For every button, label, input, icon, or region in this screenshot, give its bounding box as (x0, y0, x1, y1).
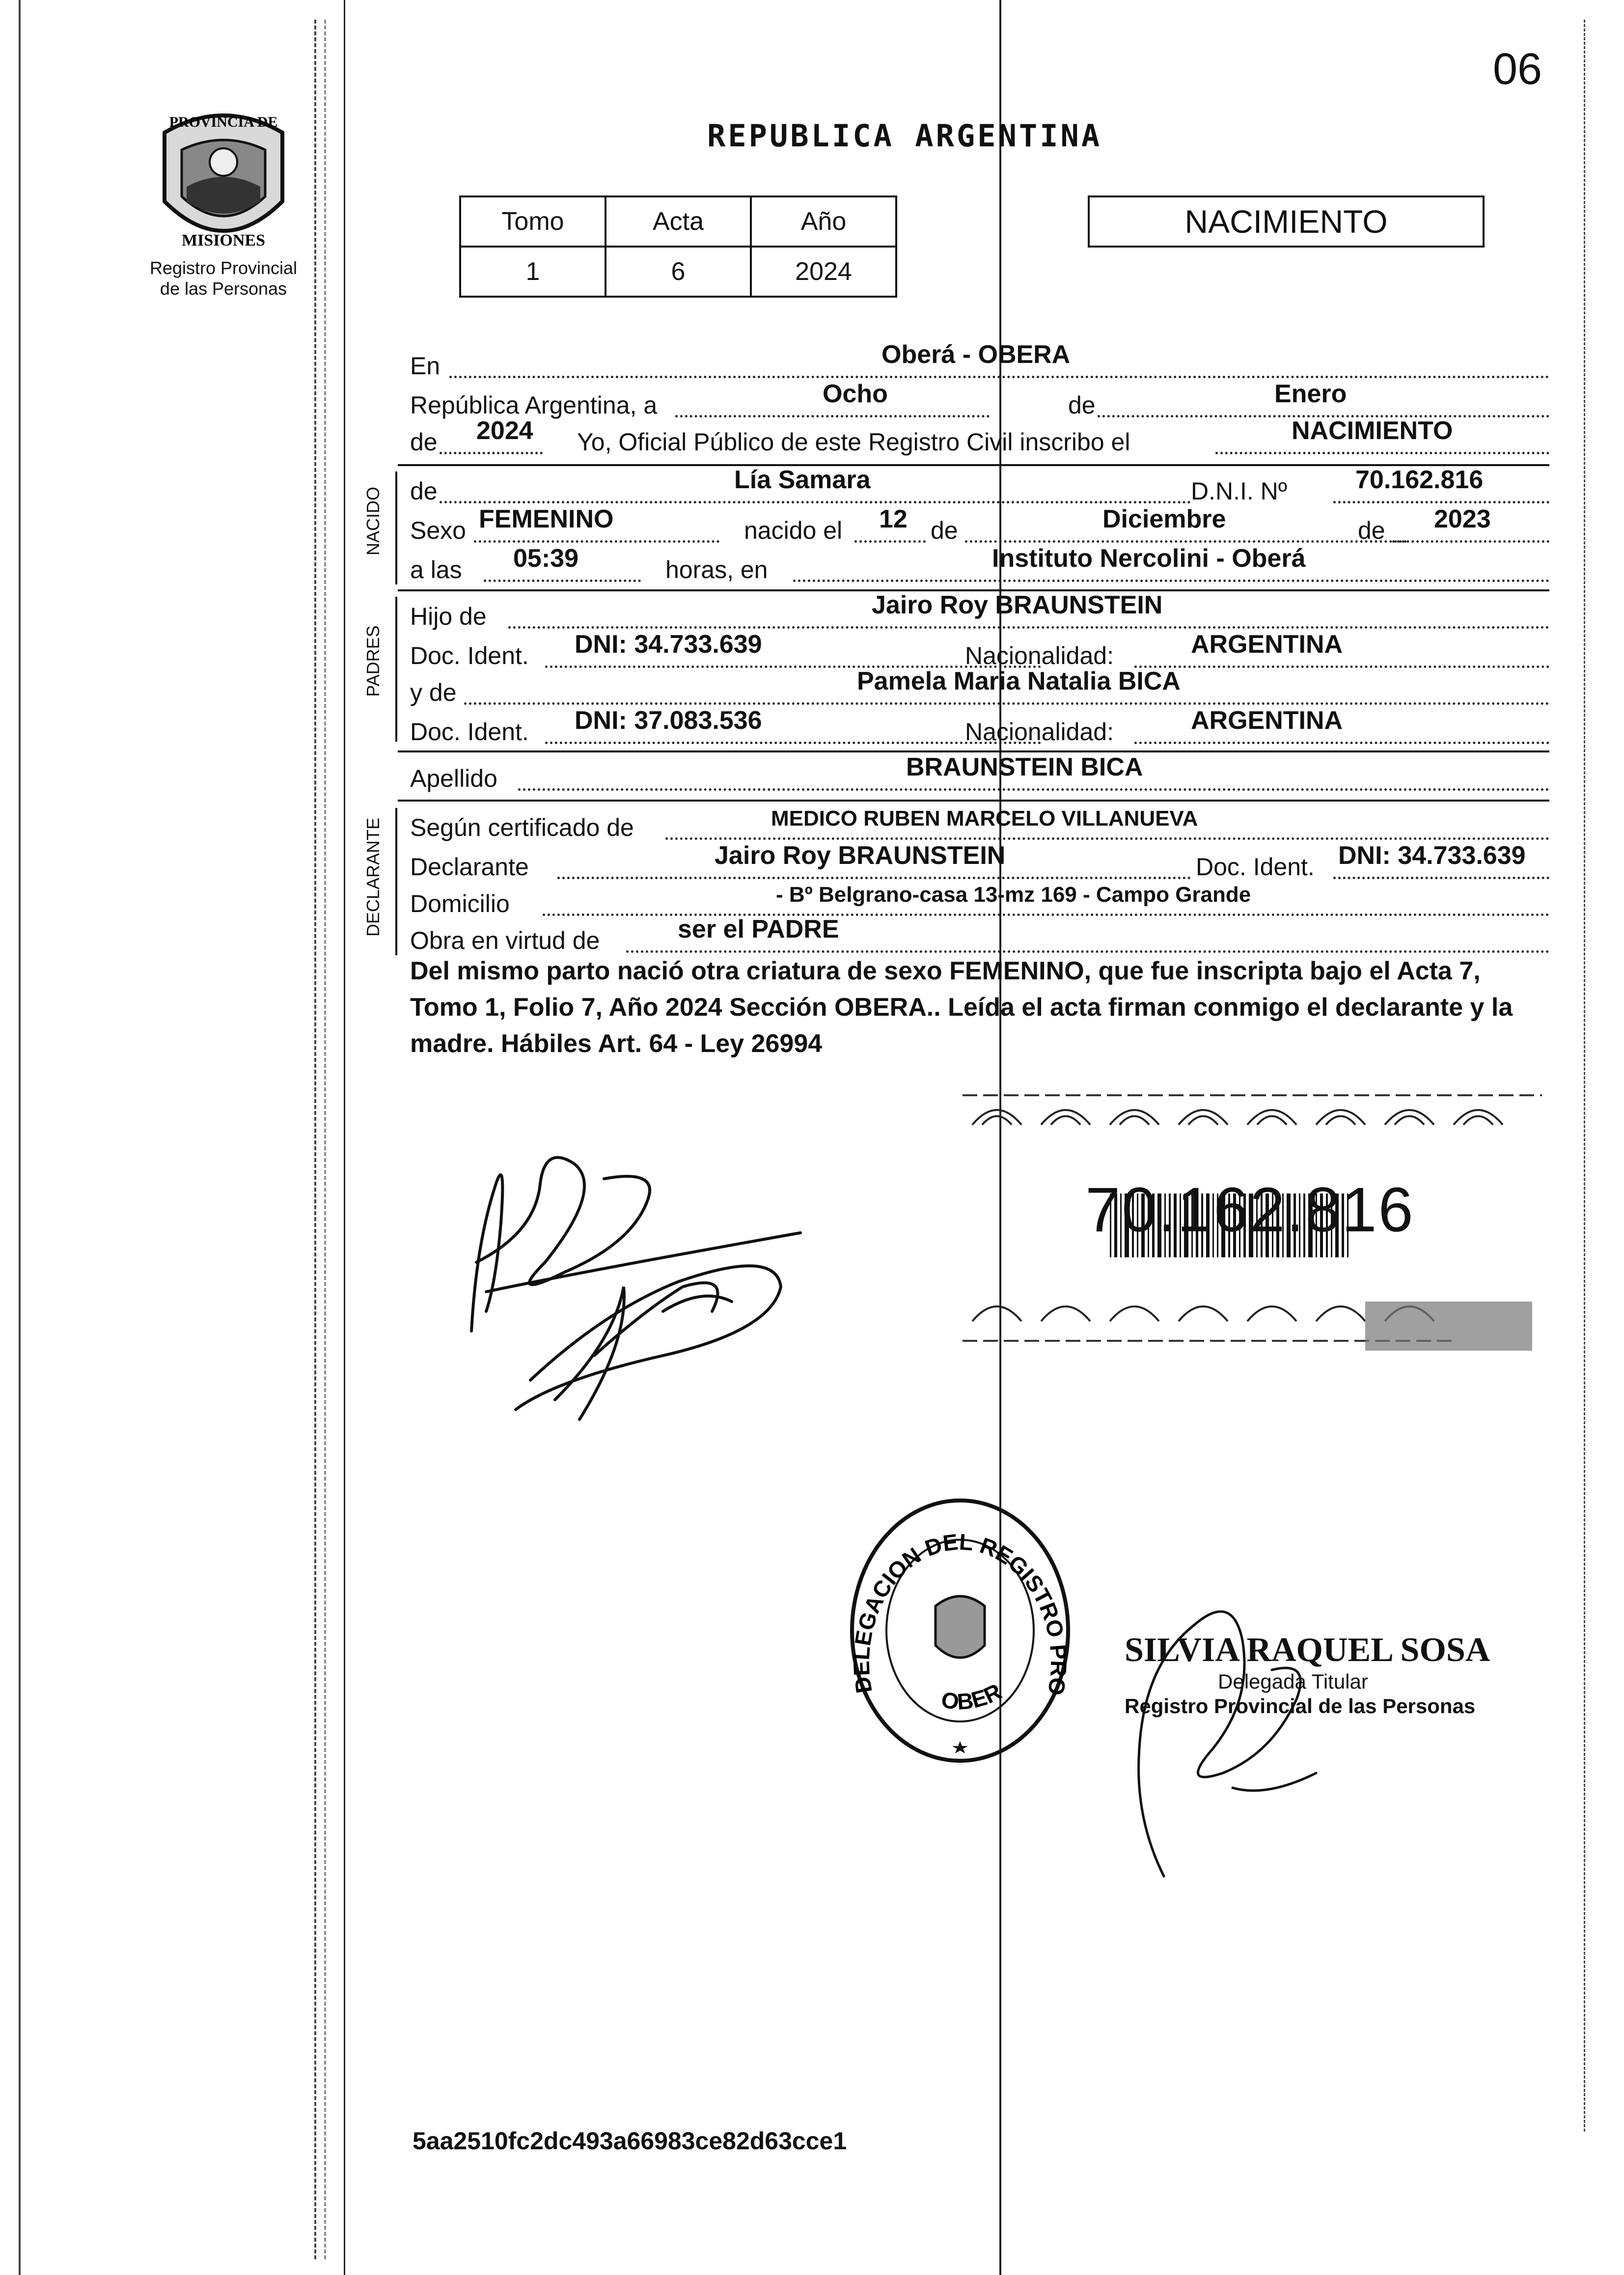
dotted-line (449, 376, 1549, 378)
record-table-header: Acta (606, 196, 751, 247)
form-row-name (410, 466, 1549, 508)
record-table-cell: 1 (460, 247, 606, 297)
form-row-time-place (410, 544, 1549, 587)
field-year: 2024 (476, 416, 533, 445)
label-oficial: Yo, Oficial Público de este Registro Civil inscribo el (577, 428, 1130, 456)
dotted-line (1333, 877, 1549, 879)
label-de-month: de (931, 517, 958, 544)
label-doc-ident: Doc. Ident. (410, 642, 529, 669)
record-table-header: Año (751, 196, 896, 247)
form-row-father (410, 591, 1549, 634)
record-type-box: NACIMIENTO (1088, 195, 1485, 248)
crest-top-text: PROVINCIA DE (169, 114, 278, 130)
record-table-header: Tomo (460, 196, 606, 247)
field-place: Oberá - OBERA (881, 340, 1071, 369)
dotted-line (474, 540, 719, 543)
field-address: - Bº Belgrano-casa 13-mz 169 - Campo Grande (776, 883, 1251, 907)
label-a-las: a las (410, 556, 462, 583)
dotted-line (1134, 666, 1549, 668)
form-row-mother (410, 667, 1549, 710)
field-child-dni: 70.162.816 (1355, 466, 1484, 494)
dotted-line (1333, 501, 1549, 503)
section-bar-nacido (395, 472, 397, 584)
label-en: En (410, 352, 440, 380)
form-row-sex-birth (410, 505, 1549, 548)
label-de: de (1068, 391, 1096, 419)
seal-ring-textpath: DELEGACION DEL REGISTRO PRO (848, 1528, 1072, 1697)
section-bar-padres (395, 597, 397, 742)
label-segun-certificado: Según certificado de (410, 814, 634, 841)
form-row-declarant (410, 841, 1549, 884)
dotted-line (557, 877, 1191, 879)
field-father-name: Jairo Roy BRAUNSTEIN (872, 591, 1163, 619)
label-de-name: de (410, 477, 438, 505)
dotted-line (484, 580, 641, 582)
field-mother-doc: DNI: 37.083.536 (575, 706, 762, 735)
sticker-number: 70.162.816 (1085, 1175, 1415, 1245)
dotted-line (518, 788, 1549, 791)
field-birth-month: Diciembre (1102, 505, 1226, 533)
form-row-place (410, 340, 1549, 383)
label-obra-en-virtud: Obra en virtud de (410, 927, 600, 954)
record-table-header-row (460, 196, 896, 247)
field-sexo: FEMENINO (479, 505, 614, 533)
registry-caption-line2: de las Personas (160, 278, 287, 299)
scan-dash-line (314, 20, 316, 2259)
label-doc-ident: Doc. Ident. (1196, 853, 1315, 881)
dotted-line (675, 415, 990, 417)
field-surname: BRAUNSTEIN BICA (906, 753, 1143, 781)
form-row-surname (410, 753, 1549, 796)
label-nacionalidad: Nacionalidad: (965, 642, 1114, 669)
dotted-line (665, 837, 1549, 840)
field-declarant-name: Jairo Roy BRAUNSTEIN (715, 841, 1006, 870)
scan-line-frame (344, 0, 345, 2275)
field-day: Ocho (823, 380, 888, 408)
form-row-mother-doc (410, 706, 1549, 749)
label-nacionalidad: Nacionalidad: (965, 718, 1114, 746)
record-table-cell: 6 (606, 247, 751, 297)
dotted-line (508, 626, 1549, 629)
label-y-de: y de (410, 679, 457, 706)
section-bar-declarante (395, 808, 397, 955)
label-apellido: Apellido (410, 765, 497, 792)
field-father-doc: DNI: 34.733.639 (575, 630, 762, 659)
label-declarante: Declarante (410, 853, 529, 881)
section-label-padres: PADRES (363, 625, 383, 697)
label-de-year2: de (1358, 517, 1385, 544)
signatory-role: Delegada Titular (1218, 1670, 1368, 1693)
dotted-line (440, 452, 543, 454)
section-label-declarante: DECLARANTE (363, 817, 383, 937)
field-time: 05:39 (513, 544, 578, 573)
form-row-capacity (410, 915, 1549, 958)
dotted-line (1215, 452, 1549, 454)
dotted-line (793, 580, 1549, 582)
label-de-year: de (410, 428, 438, 456)
country-title: REPUBLICA ARGENTINA (707, 118, 1102, 154)
page-number: 06 (1493, 45, 1542, 94)
scan-dash-line-right (1584, 20, 1585, 2132)
record-table-value-row (460, 247, 896, 297)
dotted-line (965, 540, 1407, 543)
field-birth-place: Instituto Nercolini - Oberá (992, 544, 1306, 573)
section-label-nacido: NACIDO (363, 487, 383, 556)
label-republica: República Argentina, a (410, 391, 658, 419)
label-dni: D.N.I. Nº (1191, 477, 1288, 505)
dotted-line (854, 540, 926, 543)
registry-caption-line1: Registro Provincial (149, 258, 298, 278)
section-divider (398, 800, 1549, 802)
record-table-cell: 2024 (751, 247, 896, 297)
province-crest-logo (135, 103, 312, 255)
label-nacido-el: nacido el (744, 517, 843, 544)
field-certificate: MEDICO RUBEN MARCELO VILLANUEVA (771, 806, 1198, 831)
signatory-name: SILVIA RAQUEL SOSA (1125, 1631, 1490, 1669)
field-month: Enero (1274, 380, 1347, 408)
handwritten-signatures (457, 1125, 830, 1439)
registry-caption (133, 258, 314, 299)
record-table (459, 195, 897, 298)
form-row-year (410, 416, 1549, 459)
field-birth-day: 12 (879, 505, 908, 533)
form-row-certificate (410, 805, 1549, 845)
scan-dash-line (324, 20, 326, 2259)
field-mother-name: Pamela Maria Natalia BICA (857, 667, 1181, 695)
dotted-line (1392, 540, 1549, 543)
field-birth-year: 2023 (1434, 505, 1491, 533)
field-father-nationality: ARGENTINA (1191, 630, 1343, 659)
label-horas-en: horas, en (665, 556, 768, 583)
dotted-line (1134, 742, 1549, 744)
document-hash: 5aa2510fc2dc493a66983ce82d63cce1 (413, 2127, 847, 2155)
field-act: NACIMIENTO (1292, 416, 1453, 445)
seal-bottom-text: OBER (939, 1678, 1006, 1715)
form-row-address (410, 882, 1549, 921)
label-doc-ident: Doc. Ident. (410, 718, 529, 746)
crest-bottom-text: MISIONES (181, 231, 266, 250)
field-capacity: ser el PADRE (678, 915, 839, 943)
remarks-note: Del mismo parto nació otra criatura de sexo FEMENINO, que fue inscripta bajo el Acta 7, Tomo 1, Folio 7, Año 2024 Sección OBERA.. Leída el acta firman conmigo el declarante y la madre. Hábiles Art. 64 - Ley 26994 (410, 957, 1513, 1058)
dotted-line (464, 702, 1549, 705)
label-sexo: Sexo (410, 517, 466, 544)
dotted-line (440, 501, 1191, 503)
field-declarant-doc: DNI: 34.733.639 (1338, 841, 1526, 870)
signatory-organization: Registro Provincial de las Personas (1125, 1694, 1476, 1718)
field-mother-nationality: ARGENTINA (1191, 706, 1343, 735)
label-domicilio: Domicilio (410, 890, 510, 917)
label-hijo-de: Hijo de (410, 603, 487, 630)
field-child-name: Lía Samara (734, 466, 871, 494)
official-seal (845, 1493, 1075, 1768)
scan-line-left (19, 0, 21, 2275)
